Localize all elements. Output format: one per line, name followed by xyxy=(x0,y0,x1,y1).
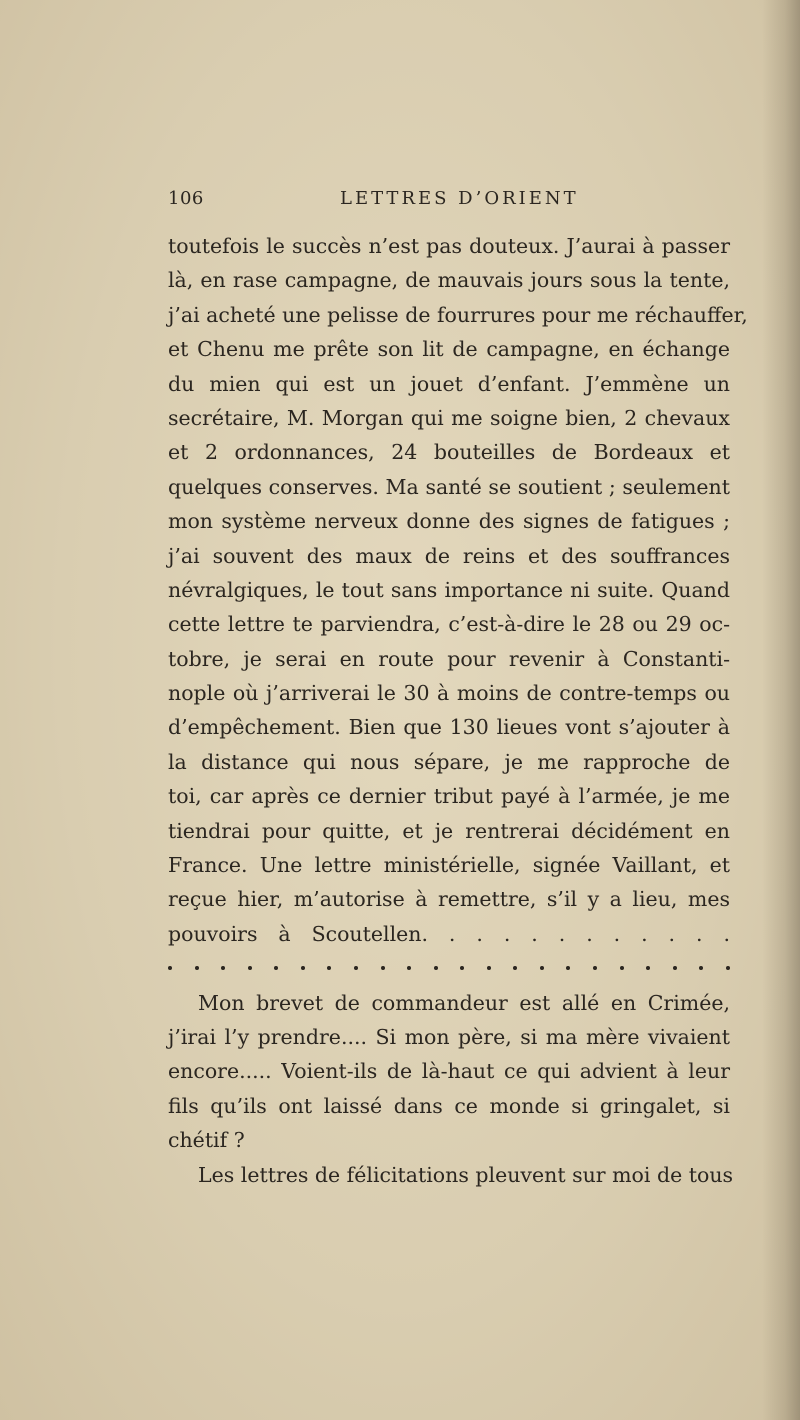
text-line: France. Une lettre ministérielle, signée Vaillant, et xyxy=(168,853,730,878)
text-line: et 2 ordonnances, 24 bouteilles de Bordeaux et xyxy=(168,440,730,465)
text-line: tiendrai pour quitte, et je rentrerai décidément en xyxy=(168,818,730,843)
dot xyxy=(168,966,172,970)
text-line: d’empêchement. Bien que 130 lieues vont s’ajouter à xyxy=(168,715,730,740)
text-line: chétif ? xyxy=(168,1128,245,1153)
text-line: j’ai acheté une pelisse de fourrures pour me réchauffer, xyxy=(168,302,748,327)
dot xyxy=(487,966,491,970)
text-line: j’ai souvent des maux de reins et des souffrances xyxy=(168,543,730,568)
ellipsis-separator xyxy=(168,951,730,985)
dot xyxy=(726,966,730,970)
text-line: là, en rase campagne, de mauvais jours sous la tente, xyxy=(168,268,730,293)
text-line: Les lettres de félicitations pleuvent sur moi de tous xyxy=(198,1162,734,1187)
dot xyxy=(221,966,225,970)
dot xyxy=(620,966,624,970)
text-line: la distance qui nous sépare, je me rapproche de xyxy=(168,749,730,774)
text-line: pouvoirs à Scoutellen. . . . . . . . . . . . xyxy=(168,921,730,946)
text-line: quelques conserves. Ma santé se soutient ; seulement xyxy=(168,474,730,499)
text-line: fils qu’ils ont laissé dans ce monde si gringalet, si xyxy=(168,1093,730,1118)
text-line: reçue hier, m’autorise à remettre, s’il y a lieu, mes xyxy=(168,887,730,912)
dot xyxy=(513,966,517,970)
dot xyxy=(673,966,677,970)
text-line: secrétaire, M. Morgan qui me soigne bien, 2 chevaux xyxy=(168,405,730,430)
dot xyxy=(248,966,252,970)
text-line: toutefois le succès n’est pas douteux. J’aurai à passer xyxy=(168,234,730,258)
body-text xyxy=(168,229,748,1192)
dot xyxy=(540,966,544,970)
text-line: j’irai l’y prendre.... Si mon père, si ma mère vivaient xyxy=(168,1024,730,1049)
page-number: 106 xyxy=(168,188,204,209)
text-line: encore..... Voient-ils de là-haut ce qui advient à leur xyxy=(168,1059,730,1084)
text-line: Mon brevet de commandeur est allé en Crimée, xyxy=(198,990,730,1015)
dot xyxy=(301,966,305,970)
text-line: tobre, je serai en route pour revenir à Constanti- xyxy=(168,646,730,671)
page-header xyxy=(168,188,728,216)
text-line: nople où j’arriverai le 30 à moins de contre-temps ou xyxy=(168,681,730,706)
text-line: et Chenu me prête son lit de campagne, en échange xyxy=(168,337,730,362)
text-line: cette lettre te parviendra, c’est-à-dire le 28 ou 29 oc- xyxy=(168,612,730,637)
dot xyxy=(381,966,385,970)
dot xyxy=(274,966,278,970)
dot xyxy=(434,966,438,970)
text-line: toi, car après ce dernier tribut payé à l’armée, je me xyxy=(168,784,730,809)
dot xyxy=(566,966,570,970)
dot xyxy=(460,966,464,970)
text-line: du mien qui est un jouet d’enfant. J’emmène un xyxy=(168,371,730,396)
text-line: mon système nerveux donne des signes de fatigues ; xyxy=(168,509,730,534)
running-title: LETTRES D’ORIENT xyxy=(340,188,579,209)
page-edge-shadow xyxy=(762,0,800,1420)
dot xyxy=(699,966,703,970)
dot xyxy=(646,966,650,970)
dot xyxy=(195,966,199,970)
dot xyxy=(327,966,331,970)
dot xyxy=(593,966,597,970)
dot xyxy=(407,966,411,970)
text-line: névralgiques, le tout sans importance ni suite. Quand xyxy=(168,577,730,602)
dot xyxy=(354,966,358,970)
